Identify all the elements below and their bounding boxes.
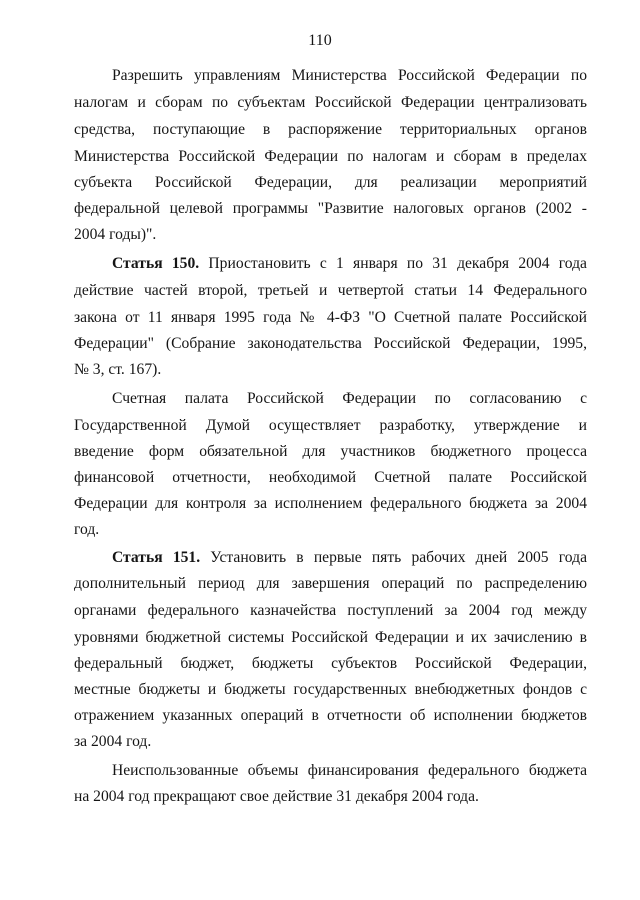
article-151-line: дополнительный период для завершения операций по распределению	[74, 575, 587, 592]
paragraph-3-line: Счетная палата Российской Федерации по согласованию с	[112, 390, 587, 407]
article-150-line: закона от 11 января 1995 года № 4-ФЗ "О Счетной палате Российской	[74, 309, 587, 326]
article-150-line: № 3, ст. 167).	[74, 361, 162, 378]
article-151-line: отражением указанных операций в отчетности об исполнении бюджетов	[74, 707, 587, 724]
article-150-line: действие частей второй, третьей и четвертой статьи 14 Федерального	[74, 282, 587, 299]
article-151-line: местные бюджеты и бюджеты государственных внебюджетных фондов с	[74, 681, 587, 698]
article-151-first-line	[112, 548, 587, 568]
paragraph-1-line: федеральной целевой программы "Развитие налоговых органов (2002 -	[74, 200, 587, 217]
article-151-line: за 2004 год.	[74, 733, 152, 750]
paragraph-5-line: Неиспользованные объемы финансирования федерального бюджета	[112, 762, 587, 779]
paragraph-1-line: налогам и сборам по субъектам Российской Федерации централизовать	[74, 94, 587, 111]
article-150-first-line-text: Приостановить с 1 января по 31 декабря 2004 года	[199, 255, 587, 272]
paragraph-1-line: Разрешить управлениям Министерства Российской Федерации по	[112, 67, 587, 84]
paragraph-1-line: Министерства Российской Федерации по налогам и сборам в пределах	[74, 148, 587, 165]
paragraph-1-line: 2004 годы)".	[74, 226, 157, 243]
paragraph-1-line: средства, поступающие в распоряжение территориальных органов	[74, 121, 587, 138]
article-150-line: Федерации" (Собрание законодательства Российской Федерации, 1995,	[74, 335, 587, 352]
paragraph-3-line: Государственной Думой осуществляет разработку, утверждение и	[74, 417, 587, 434]
paragraph-3-line: год.	[74, 521, 100, 538]
page-number: 110	[308, 32, 332, 49]
paragraph-1-line: субъекта Российской Федерации, для реализации мероприятий	[74, 174, 587, 191]
article-151-line: уровнями бюджетной системы Российской Федерации и их зачислению в	[74, 629, 587, 646]
article-150-first-line	[112, 254, 587, 274]
article-151-first-line-text: Установить в первые пять рабочих дней 2005 года	[200, 549, 587, 566]
article-150-heading: Статья 150.	[112, 255, 200, 272]
paragraph-3-line: Федерации для контроля за исполнением федерального бюджета за 2004	[74, 495, 587, 512]
paragraph-5-line: на 2004 год прекращают свое действие 31 декабря 2004 года.	[74, 788, 479, 805]
article-151-line: органами федерального казначейства поступлений за 2004 год между	[74, 602, 587, 619]
article-151-line: федеральный бюджет, бюджеты субъектов Российской Федерации,	[74, 655, 587, 672]
paragraph-3-line: введение форм обязательной для участников бюджетного процесса	[74, 443, 587, 460]
article-151-heading: Статья 151.	[112, 549, 201, 566]
paragraph-3-line: финансовой отчетности, необходимой Счетной палате Российской	[74, 469, 587, 486]
